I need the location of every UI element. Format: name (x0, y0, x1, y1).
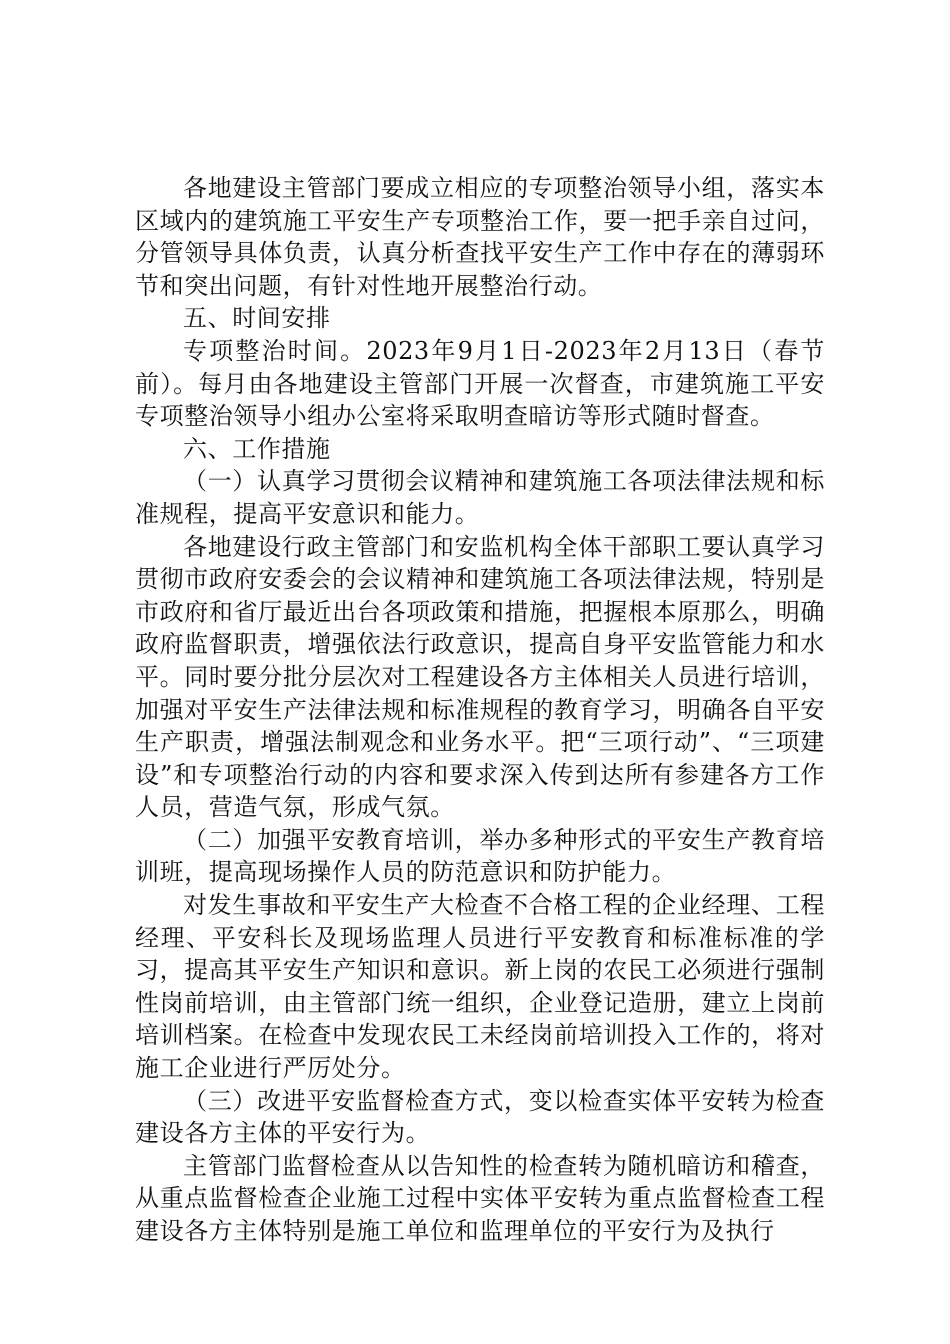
section-heading-schedule: 五、时间安排 (183, 304, 331, 333)
paragraph-schedule: 专项整治时间。2023年9月1日-2023年2月13日（春节前）。每月由各地建设主管部门开展一次督查，市建筑施工平安专项整治领导小组办公室将采取明查暗访等形式随时督查。 (135, 336, 825, 431)
subheading-measure-1: （一）认真学习贯彻会议精神和建筑施工各项法律法规和标准规程，提高平安意识和能力。 (135, 467, 825, 528)
paragraph-measure-3: 主管部门监督检查从以告知性的检查转为随机暗访和稽查，从重点监督检查企业施工过程中实体平安转为重点监督检查工程建设各方主体特别是施工单位和监理单位的平安行为及执行 (135, 1151, 825, 1245)
subheading-measure-2: （二）加强平安教育培训，举办多种形式的平安生产教育培训班，提高现场操作人员的防范意识和防护能力。 (135, 825, 825, 887)
document-body (135, 172, 825, 1248)
subheading-measure-3: （三）改进平安监督检查方式，变以检查实体平安转为检查建设各方主体的平安行为。 (135, 1086, 825, 1148)
paragraph-leadership-group: 各地建设主管部门要成立相应的专项整治领导小组，落实本区域内的建筑施工平安生产专项整治工作，要一把手亲自过问，分管领导具体负责，认真分析查找平安生产工作中存在的薄弱环节和突出问题，有针对性地开展整治行动。 (135, 174, 825, 300)
section-heading-measures: 六、工作措施 (183, 434, 331, 463)
paragraph-measure-1: 各地建设行政主管部门和安监机构全体干部职工要认真学习贯彻市政府安委会的会议精神和建筑施工各项法律法规，特别是市政府和省厅最近出台各项政策和措施，把握根本原那么，明确政府监督职责，增强依法行政意识，提高自身平安监管能力和水平。同时要分批分层次对工程建设各方主体相关人员进行培训，加强对平安生产法律法规和标准规程的教育学习，明确各自平安生产职责，增强法制观念和业务水平。把“三项行动”、“三项建设”和专项整治行动的内容和要求深入传到达所有参建各方工作人员，营造气氛，形成气氛。 (135, 532, 825, 822)
paragraph-measure-2: 对发生事故和平安生产大检查不合格工程的企业经理、工程经理、平安科长及现场监理人员进行平安教育和标准标准的学习，提高其平安生产知识和意识。新上岗的农民工必须进行强制性岗前培训，由主管部门统一组织，企业登记造册，建立上岗前培训档案。在检查中发现农民工未经岗前培训投入工作的，将对施工企业进行严厉处分。 (135, 891, 825, 1083)
